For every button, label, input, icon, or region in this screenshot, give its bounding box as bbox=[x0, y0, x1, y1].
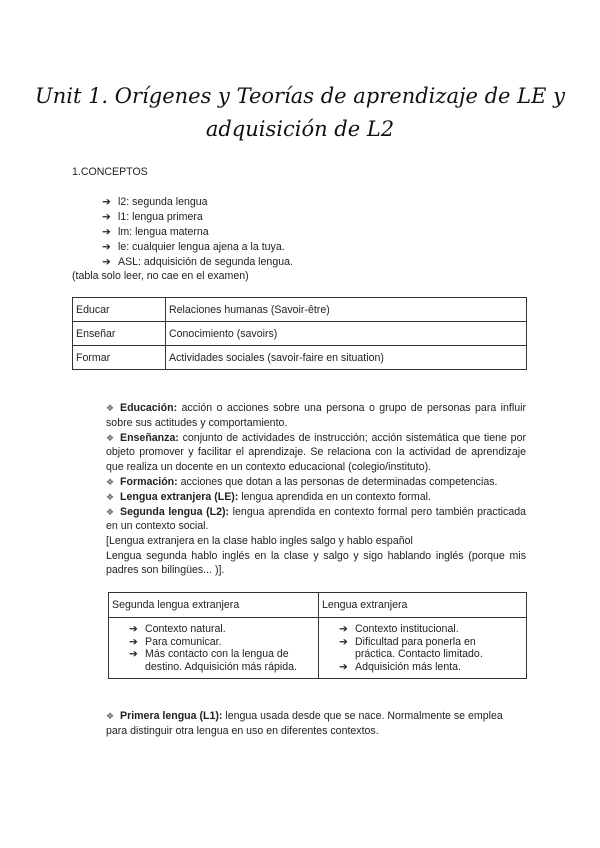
diamond-bullet-icon: ❖ bbox=[106, 476, 115, 487]
list-item-text: le: cualquier lengua ajena a la tuya. bbox=[118, 241, 285, 253]
arrow-icon: ➔ bbox=[339, 660, 348, 673]
list-item bbox=[102, 240, 293, 255]
table-row bbox=[73, 298, 527, 322]
diamond-bullet-icon: ❖ bbox=[106, 432, 115, 443]
comparison-table bbox=[108, 592, 527, 679]
term: Formación: bbox=[120, 475, 178, 488]
list-item bbox=[129, 648, 315, 673]
list-item-text: Contexto natural. bbox=[145, 623, 226, 635]
term: Educación: bbox=[120, 402, 178, 414]
table-cell: Conocimiento (savoirs) bbox=[166, 322, 527, 346]
list-item bbox=[102, 195, 293, 210]
definition-item bbox=[106, 431, 526, 475]
title-line-2: adquisición de L2 bbox=[205, 117, 395, 141]
definition-text: lengua aprendida en contexto formal pero también practicada en un contexto social. bbox=[106, 505, 526, 532]
term: Primera lengua (L1): bbox=[120, 710, 223, 722]
arrow-icon: ➔ bbox=[129, 648, 138, 660]
note: (tabla solo leer, no cae en el examen) bbox=[72, 270, 249, 282]
example bbox=[106, 534, 526, 578]
concepts-table bbox=[72, 297, 527, 370]
example-line: [Lengua extranjera en la clase hablo ingles salgo y hablo español bbox=[106, 535, 413, 547]
table-row bbox=[109, 618, 527, 679]
arrow-icon: ➔ bbox=[102, 211, 111, 223]
list-item bbox=[102, 255, 293, 270]
term: Segunda lengua (L2): bbox=[120, 505, 230, 518]
title-line-1: Unit 1. Orígenes y Teorías de aprendizaje de LE y bbox=[35, 84, 565, 108]
list-item-text: Adquisición más lenta. bbox=[355, 660, 461, 673]
term: Enseñanza: bbox=[120, 431, 179, 444]
list-item-text: lm: lengua materna bbox=[118, 226, 209, 238]
diamond-bullet-icon: ❖ bbox=[106, 711, 115, 721]
definition-item bbox=[106, 709, 526, 738]
table-cell: Educar bbox=[73, 298, 166, 322]
table-cell: Enseñar bbox=[73, 322, 166, 346]
list-item-text: l1: lengua primera bbox=[118, 211, 203, 223]
list-item-text: Contexto institucional. bbox=[355, 623, 459, 635]
definition-text: lengua usada desde que se nace. Normalmente se emplea para distinguir otra lengua en uso en diferentes contextos. bbox=[106, 710, 503, 737]
definition-item bbox=[106, 401, 526, 430]
table-row bbox=[73, 322, 527, 346]
arrow-icon: ➔ bbox=[129, 635, 138, 648]
concepts-list bbox=[102, 195, 293, 270]
diamond-bullet-icon: ❖ bbox=[106, 491, 115, 502]
list-item-text: l2: segunda lengua bbox=[118, 196, 208, 208]
table-header-row bbox=[109, 593, 527, 618]
arrow-icon: ➔ bbox=[339, 623, 348, 635]
table-cell bbox=[319, 618, 527, 679]
definition-item bbox=[106, 505, 526, 534]
definitions-list-2 bbox=[106, 709, 526, 739]
arrow-icon: ➔ bbox=[339, 635, 348, 648]
list-item bbox=[102, 225, 293, 240]
arrow-icon: ➔ bbox=[102, 241, 111, 253]
table-row bbox=[73, 346, 527, 370]
list-item-text: ASL: adquisición de segunda lengua. bbox=[118, 256, 293, 268]
list-item bbox=[129, 636, 315, 649]
table-cell: Formar bbox=[73, 346, 166, 370]
arrow-icon: ➔ bbox=[129, 623, 138, 635]
definition-text: acciones que dotan a las personas de determinadas competencias. bbox=[177, 475, 498, 488]
list-item bbox=[102, 210, 293, 225]
definition-text: lengua aprendida en un contexto formal. bbox=[238, 490, 431, 503]
diamond-bullet-icon: ❖ bbox=[106, 403, 115, 413]
definition-item bbox=[106, 490, 526, 505]
diamond-bullet-icon: ❖ bbox=[106, 506, 115, 517]
arrow-icon: ➔ bbox=[102, 226, 111, 238]
definition-text: acción o acciones sobre una persona o grupo de personas para influir sobre sus actitudes y comportamiento. bbox=[106, 402, 526, 429]
table-cell: Actividades sociales (savoir-faire en situation) bbox=[166, 346, 527, 370]
list-item-text: Para comunicar. bbox=[145, 635, 222, 648]
section-heading: 1.CONCEPTOS bbox=[72, 166, 148, 178]
table-header: Segunda lengua extranjera bbox=[109, 593, 319, 618]
list-item bbox=[339, 661, 523, 674]
list-item bbox=[129, 623, 315, 636]
list-item bbox=[339, 636, 523, 661]
table-cell: Relaciones humanas (Savoir-être) bbox=[166, 298, 527, 322]
example-line: Lengua segunda hablo inglés en la clase y salgo y sigo hablando inglés (porque mis padres son bilingües... )]. bbox=[106, 549, 526, 576]
page-title bbox=[0, 80, 600, 146]
list-item-text: Dificultad para ponerla en práctica. Contacto limitado. bbox=[355, 635, 483, 660]
arrow-icon: ➔ bbox=[102, 256, 111, 268]
list-item bbox=[339, 623, 523, 636]
list-item-text: Más contacto con la lengua de destino. Adquisición más rápida. bbox=[145, 648, 297, 673]
table-header: Lengua extranjera bbox=[319, 593, 527, 618]
definitions-list bbox=[106, 401, 526, 578]
definition-text: conjunto de actividades de instrucción; acción sistemática que tiene por objeto promover y facilitar el aprendizaje. Se relaciona con la actividad de aprendizaje que realiza un docente en un contexto educacional (colegio/instituto). bbox=[106, 431, 526, 473]
arrow-icon: ➔ bbox=[102, 196, 111, 208]
table-cell bbox=[109, 618, 319, 679]
term: Lengua extranjera (LE): bbox=[120, 490, 239, 503]
definition-item bbox=[106, 475, 526, 490]
